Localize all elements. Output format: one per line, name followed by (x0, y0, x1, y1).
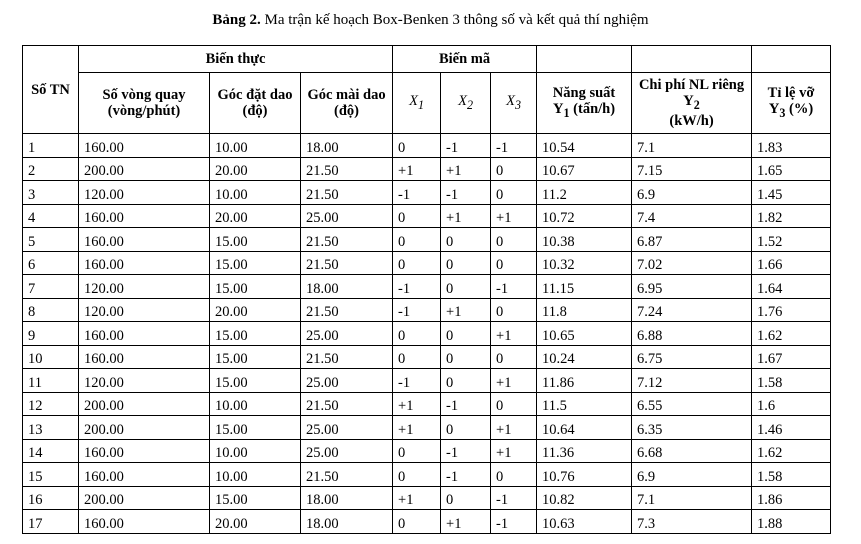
cell-set-angle: 10.00 (210, 181, 301, 205)
cell-x1: 0 (393, 322, 441, 346)
table-row (23, 486, 831, 510)
cell-x2: -1 (441, 463, 491, 487)
table-row (23, 181, 831, 205)
table-row (23, 439, 831, 463)
cell-y2: 6.9 (632, 463, 752, 487)
cell-x2: +1 (441, 157, 491, 181)
cell-x2: 0 (441, 251, 491, 275)
cell-y2: 6.95 (632, 275, 752, 299)
cell-y1: 10.54 (537, 134, 632, 158)
cell-x3: +1 (491, 416, 537, 440)
cell-y2: 6.55 (632, 392, 752, 416)
cell-grind-angle: 21.50 (301, 251, 393, 275)
cell-x1: -1 (393, 181, 441, 205)
cell-x3: 0 (491, 392, 537, 416)
cell-y2: 7.24 (632, 298, 752, 322)
cell-stt: 8 (23, 298, 79, 322)
cell-y1: 10.24 (537, 345, 632, 369)
cell-y1: 11.86 (537, 369, 632, 393)
header-real-variables: Biến thực (79, 46, 393, 73)
cell-y3: 1.67 (752, 345, 831, 369)
cell-speed: 160.00 (79, 251, 210, 275)
cell-x2: -1 (441, 181, 491, 205)
cell-grind-angle: 18.00 (301, 486, 393, 510)
table-row (23, 416, 831, 440)
cell-x3: +1 (491, 204, 537, 228)
cell-stt: 17 (23, 510, 79, 534)
cell-x3: -1 (491, 486, 537, 510)
table-row (23, 157, 831, 181)
cell-set-angle: 15.00 (210, 416, 301, 440)
cell-grind-angle: 21.50 (301, 157, 393, 181)
cell-stt: 9 (23, 322, 79, 346)
cell-stt: 12 (23, 392, 79, 416)
table-row (23, 228, 831, 252)
cell-set-angle: 20.00 (210, 157, 301, 181)
cell-x2: 0 (441, 369, 491, 393)
cell-speed: 160.00 (79, 510, 210, 534)
cell-x3: 0 (491, 463, 537, 487)
cell-x1: -1 (393, 298, 441, 322)
cell-y1: 10.38 (537, 228, 632, 252)
header-row-1 (23, 46, 831, 73)
table-body (23, 134, 831, 534)
cell-x2: 0 (441, 345, 491, 369)
header-x3: $X_3$ (491, 73, 537, 134)
cell-stt: 1 (23, 134, 79, 158)
cell-y3: 1.62 (752, 322, 831, 346)
cell-x1: +1 (393, 486, 441, 510)
table-row (23, 369, 831, 393)
header-coded-variables: Biến mã (393, 46, 537, 73)
cell-y3: 1.76 (752, 298, 831, 322)
cell-y2: 7.12 (632, 369, 752, 393)
cell-x3: -1 (491, 134, 537, 158)
cell-x1: -1 (393, 275, 441, 299)
table-row (23, 204, 831, 228)
cell-stt: 13 (23, 416, 79, 440)
cell-x2: 0 (441, 416, 491, 440)
cell-x2: 0 (441, 275, 491, 299)
cell-x1: +1 (393, 392, 441, 416)
cell-x1: +1 (393, 416, 441, 440)
cell-grind-angle: 21.50 (301, 463, 393, 487)
table-row (23, 298, 831, 322)
cell-y3: 1.65 (752, 157, 831, 181)
cell-x3: +1 (491, 322, 537, 346)
cell-y1: 11.5 (537, 392, 632, 416)
caption-label: Bảng 2. (212, 12, 261, 28)
cell-stt: 5 (23, 228, 79, 252)
cell-y3: 1.62 (752, 439, 831, 463)
cell-set-angle: 15.00 (210, 369, 301, 393)
cell-grind-angle: 18.00 (301, 275, 393, 299)
cell-y2: 7.15 (632, 157, 752, 181)
cell-x2: 0 (441, 322, 491, 346)
cell-stt: 14 (23, 439, 79, 463)
cell-y2: 6.9 (632, 181, 752, 205)
cell-x3: -1 (491, 510, 537, 534)
cell-x2: -1 (441, 439, 491, 463)
cell-x3: 0 (491, 345, 537, 369)
cell-y3: 1.66 (752, 251, 831, 275)
cell-set-angle: 20.00 (210, 510, 301, 534)
cell-grind-angle: 25.00 (301, 204, 393, 228)
cell-y3: 1.58 (752, 463, 831, 487)
cell-set-angle: 20.00 (210, 298, 301, 322)
header-stt: Số TN (23, 46, 79, 134)
cell-set-angle: 15.00 (210, 322, 301, 346)
cell-grind-angle: 25.00 (301, 369, 393, 393)
table-row (23, 134, 831, 158)
cell-grind-angle: 25.00 (301, 416, 393, 440)
cell-y3: 1.83 (752, 134, 831, 158)
cell-x2: -1 (441, 134, 491, 158)
cell-x1: 0 (393, 345, 441, 369)
cell-x2: +1 (441, 510, 491, 534)
cell-speed: 120.00 (79, 181, 210, 205)
cell-stt: 2 (23, 157, 79, 181)
cell-y2: 6.88 (632, 322, 752, 346)
cell-speed: 200.00 (79, 157, 210, 181)
cell-x3: +1 (491, 369, 537, 393)
header-y2: Chi phí NL riêng $Y_2$ (kW/h) (632, 73, 752, 134)
cell-y1: 11.36 (537, 439, 632, 463)
cell-y2: 6.87 (632, 228, 752, 252)
cell-stt: 7 (23, 275, 79, 299)
cell-x1: 0 (393, 439, 441, 463)
cell-grind-angle: 21.50 (301, 228, 393, 252)
cell-set-angle: 15.00 (210, 345, 301, 369)
cell-y3: 1.52 (752, 228, 831, 252)
cell-x3: 0 (491, 251, 537, 275)
cell-grind-angle: 18.00 (301, 510, 393, 534)
cell-y3: 1.45 (752, 181, 831, 205)
experiment-table (22, 45, 831, 534)
cell-set-angle: 20.00 (210, 204, 301, 228)
cell-speed: 160.00 (79, 463, 210, 487)
cell-x3: -1 (491, 275, 537, 299)
cell-y1: 10.67 (537, 157, 632, 181)
table-row (23, 392, 831, 416)
header-x2: $X_2$ (441, 73, 491, 134)
cell-y1: 10.72 (537, 204, 632, 228)
cell-grind-angle: 21.50 (301, 392, 393, 416)
cell-y2: 6.75 (632, 345, 752, 369)
cell-stt: 4 (23, 204, 79, 228)
header-row-2 (23, 73, 831, 134)
header-empty-1 (537, 46, 632, 73)
cell-y1: 11.2 (537, 181, 632, 205)
cell-y3: 1.86 (752, 486, 831, 510)
cell-x2: -1 (441, 392, 491, 416)
cell-y3: 1.58 (752, 369, 831, 393)
cell-y1: 10.63 (537, 510, 632, 534)
cell-speed: 160.00 (79, 204, 210, 228)
cell-speed: 160.00 (79, 345, 210, 369)
cell-grind-angle: 21.50 (301, 181, 393, 205)
cell-y1: 10.64 (537, 416, 632, 440)
cell-stt: 15 (23, 463, 79, 487)
cell-set-angle: 10.00 (210, 134, 301, 158)
header-empty-3 (752, 46, 831, 73)
cell-stt: 3 (23, 181, 79, 205)
table-row (23, 510, 831, 534)
cell-set-angle: 10.00 (210, 463, 301, 487)
cell-speed: 160.00 (79, 228, 210, 252)
cell-speed: 120.00 (79, 369, 210, 393)
cell-x1: 0 (393, 204, 441, 228)
cell-set-angle: 10.00 (210, 392, 301, 416)
cell-x2: +1 (441, 204, 491, 228)
cell-y3: 1.64 (752, 275, 831, 299)
table-row (23, 275, 831, 299)
cell-speed: 200.00 (79, 392, 210, 416)
cell-y1: 11.8 (537, 298, 632, 322)
cell-y2: 7.1 (632, 134, 752, 158)
cell-x1: -1 (393, 369, 441, 393)
table-caption (0, 10, 861, 30)
cell-x3: 0 (491, 298, 537, 322)
cell-stt: 16 (23, 486, 79, 510)
cell-y1: 11.15 (537, 275, 632, 299)
table-row (23, 251, 831, 275)
header-y3: Tỉ lệ vỡ $Y_3$ (%) (752, 73, 831, 134)
cell-x1: 0 (393, 251, 441, 275)
cell-y3: 1.46 (752, 416, 831, 440)
cell-stt: 11 (23, 369, 79, 393)
cell-x1: 0 (393, 463, 441, 487)
header-x1: $X_1$ (393, 73, 441, 134)
caption-text: Ma trận kế hoạch Box-Benken 3 thông số và kết quả thí nghiệm (260, 12, 649, 28)
cell-x2: +1 (441, 298, 491, 322)
cell-x2: 0 (441, 486, 491, 510)
cell-set-angle: 15.00 (210, 228, 301, 252)
cell-y2: 6.68 (632, 439, 752, 463)
cell-x2: 0 (441, 228, 491, 252)
cell-grind-angle: 25.00 (301, 439, 393, 463)
cell-x1: 0 (393, 134, 441, 158)
cell-set-angle: 15.00 (210, 251, 301, 275)
cell-x1: +1 (393, 157, 441, 181)
table-row (23, 345, 831, 369)
cell-y2: 7.1 (632, 486, 752, 510)
cell-y3: 1.88 (752, 510, 831, 534)
cell-y1: 10.65 (537, 322, 632, 346)
cell-x3: 0 (491, 157, 537, 181)
cell-grind-angle: 21.50 (301, 298, 393, 322)
cell-y3: 1.82 (752, 204, 831, 228)
cell-y1: 10.76 (537, 463, 632, 487)
table-row (23, 322, 831, 346)
cell-y1: 10.32 (537, 251, 632, 275)
cell-y2: 6.35 (632, 416, 752, 440)
cell-stt: 6 (23, 251, 79, 275)
table-row (23, 463, 831, 487)
cell-set-angle: 15.00 (210, 275, 301, 299)
cell-x1: 0 (393, 510, 441, 534)
cell-speed: 160.00 (79, 134, 210, 158)
cell-speed: 200.00 (79, 486, 210, 510)
cell-grind-angle: 18.00 (301, 134, 393, 158)
header-speed: Số vòng quay (vòng/phút) (79, 73, 210, 134)
cell-x3: 0 (491, 181, 537, 205)
cell-grind-angle: 25.00 (301, 322, 393, 346)
cell-y2: 7.3 (632, 510, 752, 534)
cell-y2: 7.4 (632, 204, 752, 228)
cell-set-angle: 10.00 (210, 439, 301, 463)
header-grind-angle: Góc mài dao (độ) (301, 73, 393, 134)
cell-speed: 200.00 (79, 416, 210, 440)
cell-speed: 120.00 (79, 298, 210, 322)
cell-speed: 160.00 (79, 439, 210, 463)
cell-speed: 120.00 (79, 275, 210, 299)
cell-y3: 1.6 (752, 392, 831, 416)
header-set-angle: Góc đặt dao (độ) (210, 73, 301, 134)
cell-y1: 10.82 (537, 486, 632, 510)
cell-stt: 10 (23, 345, 79, 369)
cell-set-angle: 15.00 (210, 486, 301, 510)
cell-y2: 7.02 (632, 251, 752, 275)
header-empty-2 (632, 46, 752, 73)
cell-grind-angle: 21.50 (301, 345, 393, 369)
cell-x1: 0 (393, 228, 441, 252)
header-y1: Năng suất $Y_1$ (tấn/h) (537, 73, 632, 134)
cell-speed: 160.00 (79, 322, 210, 346)
cell-x3: 0 (491, 228, 537, 252)
cell-x3: +1 (491, 439, 537, 463)
